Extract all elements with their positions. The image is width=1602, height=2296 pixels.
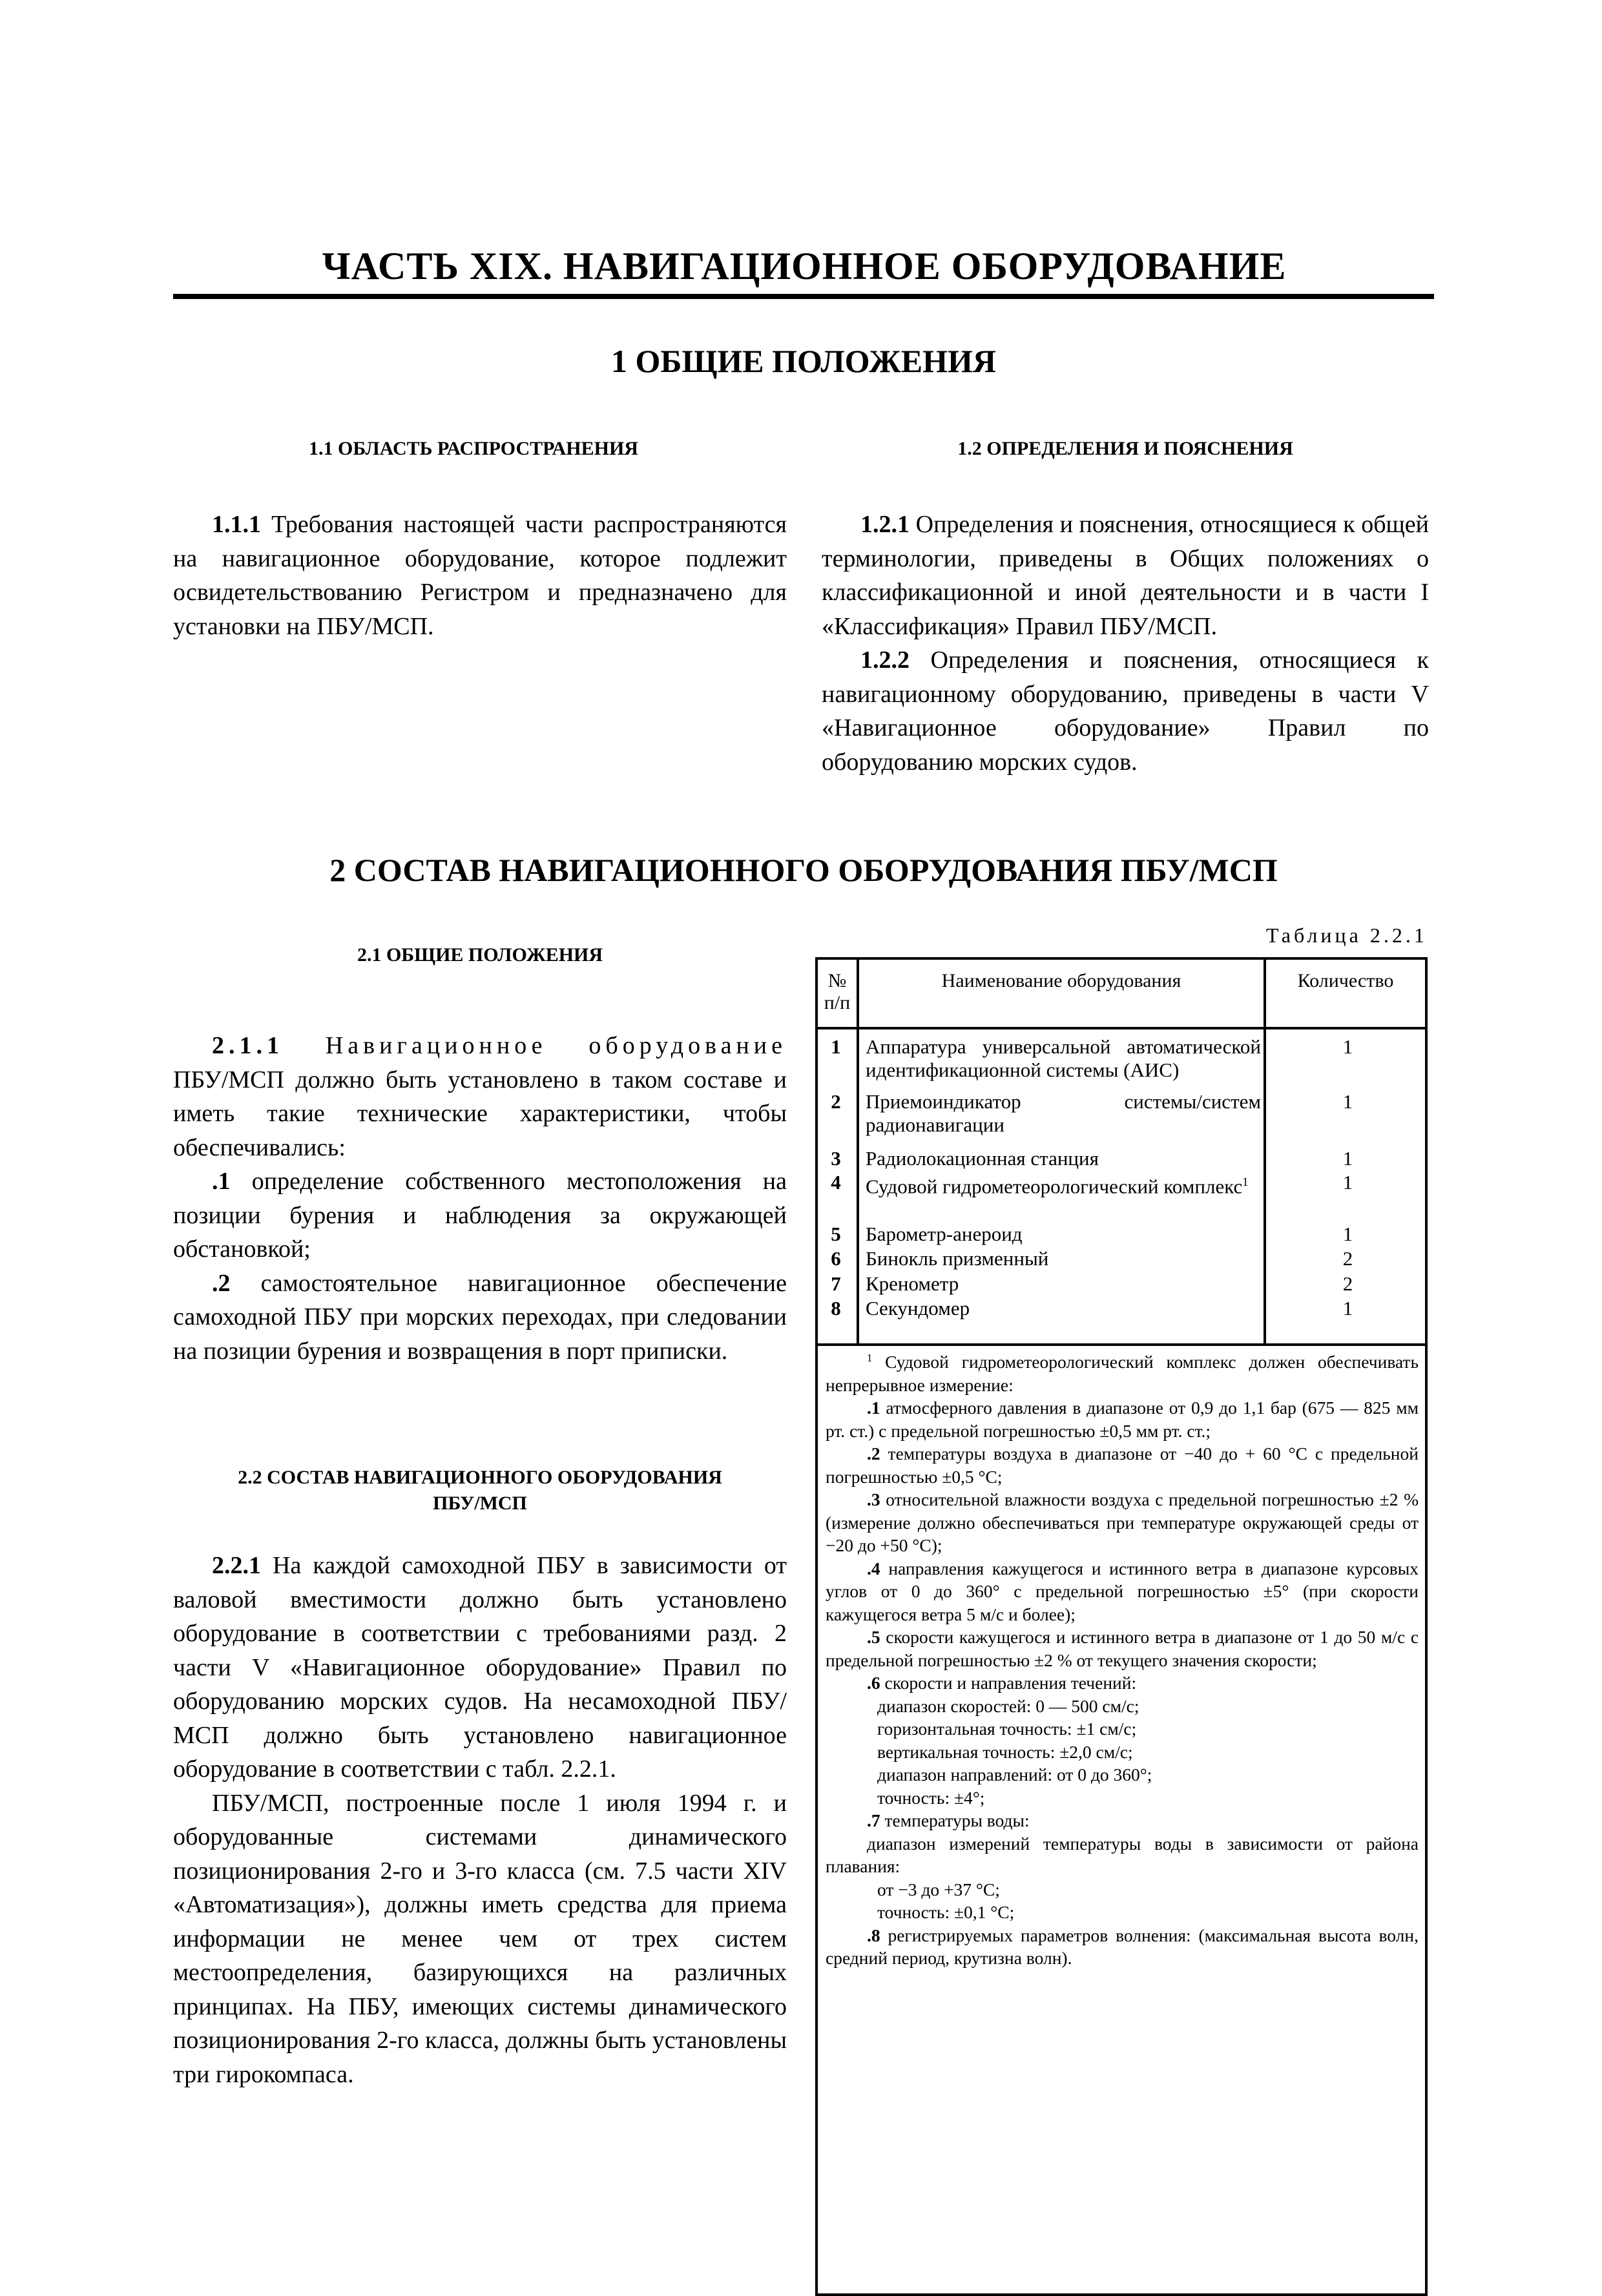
paragraph-2-1-1-lead: [173, 1029, 787, 1063]
footnote-subline: точность: ±0,1 °С;: [877, 1902, 1015, 1923]
paragraph-text: Требования настоящей части распространяются на навигационное оборудование, которое подлежит освидетельствованию Регистром и предназначено для установки на ПБУ/МСП.: [173, 511, 787, 640]
item-number: .4: [867, 1558, 880, 1578]
item-2: [173, 1267, 787, 1369]
footnote-subline: точность: ±4°;: [877, 1787, 985, 1808]
footnote-subline: диапазон измерений температуры воды в зависимости от района плавания:: [826, 1833, 1419, 1877]
item-text: атмосферного давления в диапазоне от 0,9 до 1,1 бар (675 — 825 мм рт. ст.) с предельной погрешностью ±0,5 мм рт. ст.;: [826, 1398, 1419, 1441]
row-number: 6: [831, 1247, 841, 1270]
row-name: Приемоиндикатор системы/систем радионавигации: [866, 1090, 1261, 1136]
item-number: .2: [867, 1443, 880, 1464]
footnote-subline: вертикальная точность: ±2,0 см/с;: [877, 1741, 1133, 1762]
table-header-rule: [815, 1027, 1428, 1029]
item-text: скорости кажущегося и истинного ветра в диапазоне от 1 до 50 м/с с предельной погрешностью ±2 % от текущего значения скорости;: [826, 1627, 1419, 1670]
table-footnote-rule: [815, 1343, 1428, 1346]
paragraph-2-2-1-b: ПБУ/МСП, построенные после 1 июля 1994 г. и оборудованные системами динамического позиционирования 2-го и 3-го класса (см. 7.5 части XIV «Автоматизация»), должны иметь средства для приема информации не менее чем от трех систем местоопределения, базирующихся на различных принципах. На ПБУ, имеющих системы динамического позиционирования 2-го класса, должны быть установлены три гирокомпаса.: [173, 1789, 787, 2088]
paragraph-number: 1.2.1: [860, 511, 910, 538]
part-title: ЧАСТЬ XIX. НАВИГАЦИОННОЕ ОБОРУДОВАНИЕ: [322, 245, 1287, 287]
column-2-2: [173, 1549, 787, 2091]
footnote-item-8: [826, 1924, 1419, 1970]
paragraph-1-1-1: [173, 508, 787, 643]
row-number: 4: [831, 1171, 841, 1194]
row-quantity: 1: [1342, 1090, 1353, 1113]
row-quantity: 2: [1342, 1247, 1353, 1270]
footnote-item-6: [826, 1671, 1419, 1695]
row-number: 3: [831, 1147, 841, 1170]
title-rule: [173, 294, 1434, 299]
footnote-intro-text: Судовой гидрометеорологический комплекс должен обеспечивать непрерывное измерение:: [826, 1352, 1419, 1395]
row-name: Бинокль призменный: [866, 1247, 1049, 1270]
section-1-title: 1 ОБЩИЕ ПОЛОЖЕНИЯ: [611, 343, 996, 379]
row-name: Радиолокационная станция: [866, 1147, 1099, 1170]
paragraph-2-1-1: ПБУ/МСП должно быть установлено в таком составе и иметь такие технические характеристики, чтобы обеспечивались:: [173, 1066, 787, 1161]
item-number: .8: [867, 1925, 880, 1945]
footnote-item-3: [826, 1488, 1419, 1557]
row-name-text: Судовой гидрометеорологический комплекс: [866, 1175, 1243, 1198]
table-divider: [857, 957, 859, 1345]
item-text: регистрируемых параметров волнения: (максимальная высота волн, средний период, крутизна волн).: [826, 1925, 1419, 1969]
item-number: .3: [867, 1489, 880, 1510]
heading-2-2-line1: 2.2 СОСТАВ НАВИГАЦИОННОГО ОБОРУДОВАНИЯ: [238, 1467, 722, 1488]
paragraph-text: На каждой самоходной ПБУ в зависимости от валовой вместимости должно быть установлено оборудование в соответствии с требованиями разд. 2 части V «Навигационное оборудование» Правил по оборудованию морских судов. На несамоходной ПБУ/МСП должно быть установлено навигационное оборудование в соответствии с табл. 2.2.1.: [173, 1552, 787, 1783]
row-number: 5: [831, 1223, 841, 1245]
row-number: 2: [831, 1090, 841, 1113]
item-text: самостоятельное навигационное обеспечение самоходной ПБУ при морских переходах, при следовании на позиции бурения и возвращения в порт приписки.: [173, 1269, 787, 1365]
row-number: 7: [831, 1272, 841, 1295]
paragraph-text: Определения и пояснения, относящиеся к общей терминологии, приведены в Общих положениях о классификационной и иной деятельности и в части I «Классификация» Правил ПБУ/МСП.: [822, 511, 1429, 640]
table-caption: Таблица 2.2.1: [1266, 924, 1428, 947]
row-name: Аппаратура универсальной автоматической идентификационной системы (АИС): [866, 1035, 1261, 1081]
heading-2-2-line2: ПБУ/МСП: [433, 1493, 527, 1514]
section-2-title: 2 СОСТАВ НАВИГАЦИОННОГО ОБОРУДОВАНИЯ ПБУ/МСП: [329, 852, 1278, 888]
item-1: [173, 1164, 787, 1267]
item-text: температуры воздуха в диапазоне от −40 до + 60 °С с предельной погрешностью ±0,5 °С;: [826, 1443, 1419, 1487]
paragraph-2-2-1: [173, 1549, 787, 1786]
item-number: .1: [212, 1168, 231, 1195]
item-text: температуры воды:: [880, 1810, 1030, 1831]
footnote-item-5: [826, 1626, 1419, 1671]
paragraph-number: 2.1.1: [212, 1032, 284, 1059]
row-quantity: 2: [1342, 1272, 1353, 1295]
footnote-item-4: [826, 1557, 1419, 1626]
footnote-ref: 1: [1242, 1175, 1249, 1189]
item-number: .7: [867, 1810, 880, 1831]
footnote-item-2: [826, 1442, 1419, 1488]
header-quantity: Количество: [1297, 970, 1394, 991]
row-number: 1: [831, 1035, 841, 1058]
footnote-item-1: [826, 1396, 1419, 1442]
item-text: определение собственного местоположения на позиции бурения и наблюдения за окружающей обстановкой;: [173, 1168, 787, 1263]
paragraph-number: 1.1.1: [212, 511, 261, 538]
footnote-mark: 1: [867, 1352, 873, 1364]
item-number: .1: [867, 1398, 880, 1418]
row-name: Секундомер: [866, 1297, 970, 1319]
paragraph-number: 2.2.1: [212, 1552, 261, 1579]
heading-2-2: [173, 1465, 787, 1516]
footnote-intro: [826, 1347, 1419, 1396]
item-text: направления кажущегося и истинного ветра в диапазоне курсовых углов от 0 до 360° с предельной погрешностью ±5° (при скорости кажущегося ветра 5 м/с и более);: [826, 1558, 1419, 1624]
paragraph-number: 1.2.2: [860, 646, 910, 674]
heading-1-2: 1.2 ОПРЕДЕЛЕНИЯ И ПОЯСНЕНИЯ: [957, 438, 1293, 459]
footnote-subline: диапазон скоростей: 0 — 500 см/с;: [877, 1695, 1139, 1716]
heading-2-1: 2.1 ОБЩИЕ ПОЛОЖЕНИЯ: [357, 944, 603, 966]
column-1-2: [822, 508, 1429, 779]
paragraph-lead: Навигационное оборудование: [284, 1032, 787, 1059]
item-number: .6: [867, 1673, 880, 1693]
item-number: .2: [212, 1269, 231, 1297]
column-2-1: [173, 1029, 787, 1368]
row-quantity: 1: [1342, 1223, 1353, 1245]
row-quantity: 1: [1342, 1035, 1353, 1058]
paragraph-1-2-2: [822, 643, 1429, 779]
row-name: Кренометр: [866, 1272, 959, 1295]
footnote-subline: от −3 до +37 °С;: [877, 1879, 1000, 1899]
paragraph-1-2-1: [822, 508, 1429, 643]
row-quantity: 1: [1342, 1297, 1353, 1319]
paragraph-text: Определения и пояснения, относящиеся к навигационному оборудованию, приведены в части V «Навигационное оборудование» Правил по оборудованию морских судов.: [822, 646, 1429, 776]
header-name: Наименование оборудования: [941, 970, 1181, 991]
row-number: 8: [831, 1297, 841, 1319]
item-number: .5: [867, 1627, 880, 1648]
footnote-subline: горизонтальная точность: ±1 см/с;: [877, 1719, 1137, 1739]
footnote-subline: диапазон направлений: от 0 до 360°;: [877, 1764, 1152, 1785]
table-footnote: [826, 1347, 1419, 1970]
row-quantity: 1: [1342, 1171, 1353, 1194]
item-text: скорости и направления течений:: [880, 1673, 1137, 1693]
heading-1-1: 1.1 ОБЛАСТЬ РАСПРОСТРАНЕНИЯ: [309, 438, 638, 459]
row-name: Барометр-анероид: [866, 1223, 1023, 1245]
row-quantity: 1: [1342, 1147, 1353, 1170]
row-name: [866, 1171, 1261, 1198]
item-text: относительной влажности воздуха с предельной погрешностью ±2 % (измерение должно обеспечиваться при температуре окружающей среды от −20 до +50 °С);: [826, 1489, 1419, 1556]
header-number: № п/п: [824, 970, 851, 1013]
footnote-item-7: [826, 1809, 1419, 1832]
